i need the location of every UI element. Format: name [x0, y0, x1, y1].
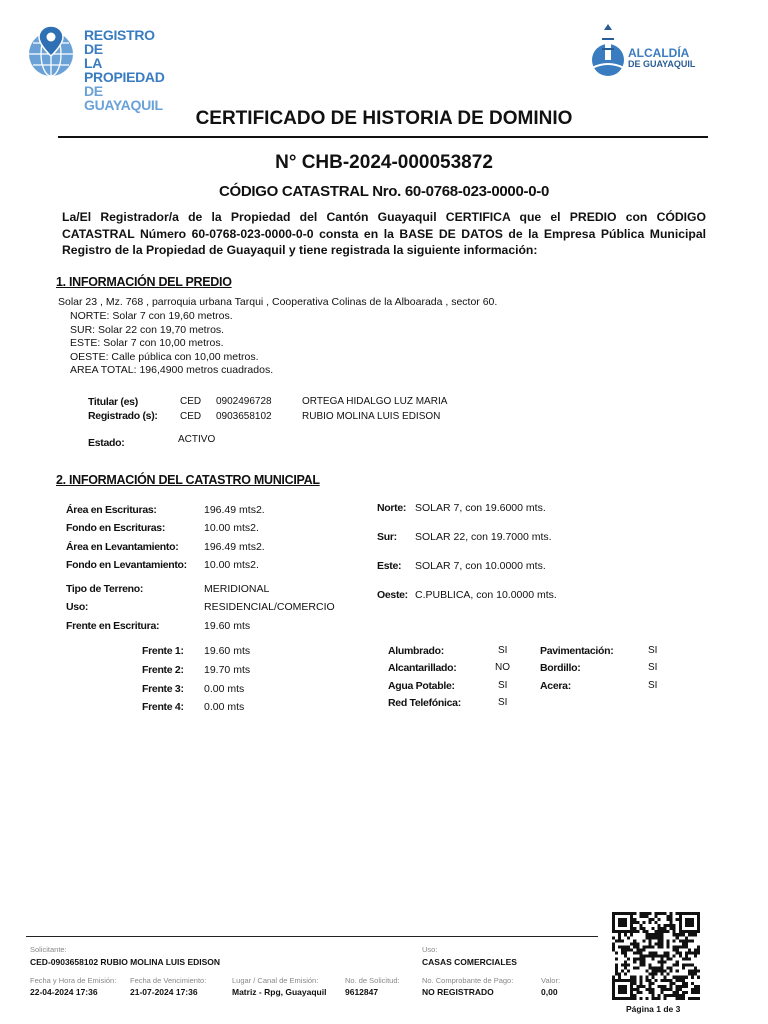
lindero-label: Sur:: [377, 531, 397, 543]
area-value: 10.00 mts2.: [204, 559, 259, 571]
footer-field-label: Lugar / Canal de Emisión:: [232, 976, 319, 985]
area-label: Fondo en Levantamiento:: [66, 559, 187, 571]
footer-field-value: 9612847: [345, 987, 379, 997]
servicio-value: NO: [495, 662, 510, 673]
lindero-value: SOLAR 7, con 10.0000 mts.: [415, 560, 546, 572]
uso-label: Uso:: [66, 601, 89, 613]
area-value: 10.00 mts2.: [204, 522, 259, 534]
area-label: Área en Escrituras:: [66, 504, 157, 516]
lindero-label: Oeste:: [377, 589, 408, 601]
globe-pin-icon: [26, 24, 80, 78]
codigo-catastral: CÓDIGO CATASTRAL Nro. 60-0768-023-0000-0-0: [218, 183, 549, 200]
servicio-value: SI: [648, 662, 658, 673]
footer-field-value: 21-07-2024 17:36: [130, 987, 198, 997]
logo-line-3: DE GUAYAQUIL: [84, 83, 163, 113]
frente-value: 0.00 mts: [204, 683, 245, 695]
footer-field-label: No. de Solicitud:: [345, 976, 400, 985]
frente-label: Frente 3:: [142, 683, 184, 695]
area-label: Fondo en Escrituras:: [66, 522, 166, 534]
lindero-line: NORTE: Solar 7 con 19,60 metros.: [70, 310, 233, 322]
terreno-value: MERIDIONAL: [204, 583, 270, 595]
certificate-number: N° CHB-2024-000053872: [275, 152, 493, 173]
uso-footer-label: Uso:: [422, 945, 438, 954]
lindero-value: SOLAR 7, con 19.6000 mts.: [415, 502, 546, 514]
lindero-line: OESTE: Calle pública con 10,00 metros.: [70, 350, 259, 363]
alcaldia-logo: [590, 24, 700, 80]
area-value: 196.49 mts2.: [204, 504, 265, 516]
document-title: CERTIFICADO DE HISTORIA DE DOMINIO: [195, 108, 573, 129]
area-total: AREA TOTAL: 196,4900 metros cuadrados.: [70, 364, 274, 376]
area-label: Área en Levantamiento:: [66, 541, 179, 553]
uso-value: RESIDENCIAL/COMERCIO: [204, 601, 335, 613]
servicio-label: Red Telefónica:: [388, 697, 461, 709]
servicio-label: Agua Potable:: [388, 680, 455, 692]
lindero-line: ESTE: Solar 7 con 10,00 metros.: [70, 337, 224, 349]
servicio-value: SI: [648, 680, 658, 691]
footer-field-value: NO REGISTRADO: [422, 987, 494, 997]
frente-value: 19.60 mts: [204, 645, 251, 657]
footer-field-value: 22-04-2024 17:36: [30, 987, 98, 997]
frente-label: Frente 1:: [142, 645, 184, 657]
servicio-label: Pavimentación:: [540, 645, 614, 657]
alcaldia-title: ALCALDÍA: [628, 46, 690, 60]
title-divider: [58, 136, 708, 138]
estado-label: Estado:: [88, 437, 125, 449]
footer-field-label: Fecha de Vencimiento:: [130, 976, 207, 985]
servicio-label: Alcantarillado:: [388, 662, 457, 674]
owner-name: RUBIO MOLINA LUIS EDISON: [302, 411, 441, 422]
section-heading-predio: 1. INFORMACIÓN DEL PREDIO: [56, 275, 232, 289]
servicio-label: Acera:: [540, 680, 571, 692]
predio-linderos: [70, 310, 273, 378]
predio-location: Solar 23 , Mz. 768 , parroquia urbana Tarqui , Cooperativa Colinas de la Alboarada , sector 60.: [58, 296, 498, 308]
registrado-label: Registrado (s):: [88, 410, 158, 422]
logo-line-2: LA PROPIEDAD: [84, 55, 165, 85]
frente-value: 19.70 mts: [204, 664, 251, 676]
frente-escritura-label: Frente en Escritura:: [66, 620, 160, 632]
uso-footer-value: CASAS COMERCIALES: [422, 957, 517, 967]
alcaldia-subtitle: DE GUAYAQUIL: [628, 59, 696, 69]
lindero-value: SOLAR 22, con 19.7000 mts.: [415, 531, 552, 543]
titular-label: Titular (es): [88, 396, 138, 408]
owner-id: 0902496728: [216, 396, 272, 407]
servicio-value: SI: [498, 697, 508, 708]
footer-field-value: 0,00: [541, 987, 558, 997]
servicio-label: Bordillo:: [540, 662, 581, 674]
qr-code: [612, 912, 700, 1000]
terreno-label: Tipo de Terreno:: [66, 583, 144, 595]
solicitante-value: CED-0903658102 RUBIO MOLINA LUIS EDISON: [30, 957, 221, 967]
footer-field-label: Fecha y Hora de Emisión:: [30, 976, 117, 985]
page-number: Página 1 de 3: [626, 1004, 681, 1014]
registro-propiedad-logo: [26, 24, 176, 113]
intro-paragraph: La/El Registrador/a de la Propiedad del Cantón Guayaquil CERTIFICA que el PREDIO con CÓDIGO CATASTRAL Número 60-0768-023-0000-0-0 consta en la BASE DE DATOS de la Empresa Pública Municipal Registro de la Propiedad de Guayaquil y tiene registrada la siguiente información:: [62, 210, 706, 257]
servicio-value: SI: [648, 645, 658, 656]
estado-value: ACTIVO: [178, 434, 216, 445]
owner-name: ORTEGA HIDALGO LUZ MARIA: [302, 396, 448, 407]
servicio-label: Alumbrado:: [388, 645, 444, 657]
footer-field-label: No. Comprobante de Pago:: [422, 976, 514, 985]
area-value: 196.49 mts2.: [204, 541, 265, 553]
frente-escritura-value: 19.60 mts: [204, 620, 251, 632]
frente-label: Frente 2:: [142, 664, 184, 676]
frente-value: 0.00 mts: [204, 701, 245, 713]
owner-id: 0903658102: [216, 411, 272, 422]
frente-label: Frente 4:: [142, 701, 184, 713]
footer-field-label: Valor:: [541, 976, 561, 985]
owner-doc-type: CED: [180, 411, 202, 422]
section-heading-catastro: 2. INFORMACIÓN DEL CATASTRO MUNICIPAL: [56, 473, 320, 487]
lighthouse-icon: [590, 24, 630, 78]
servicio-value: SI: [498, 645, 508, 656]
lindero-label: Este:: [377, 560, 402, 572]
logo-line-1: REGISTRO DE: [84, 27, 155, 57]
solicitante-label: Solicitante:: [30, 945, 67, 954]
owner-doc-type: CED: [180, 396, 202, 407]
lindero-label: Norte:: [377, 502, 407, 514]
footer-field-value: Matriz - Rpg, Guayaquil: [232, 987, 327, 997]
footer-divider: [26, 936, 598, 937]
lindero-value: C.PUBLICA, con 10.0000 mts.: [415, 589, 557, 601]
lindero-line: SUR: Solar 22 con 19,70 metros.: [70, 323, 225, 336]
servicio-value: SI: [498, 680, 508, 691]
